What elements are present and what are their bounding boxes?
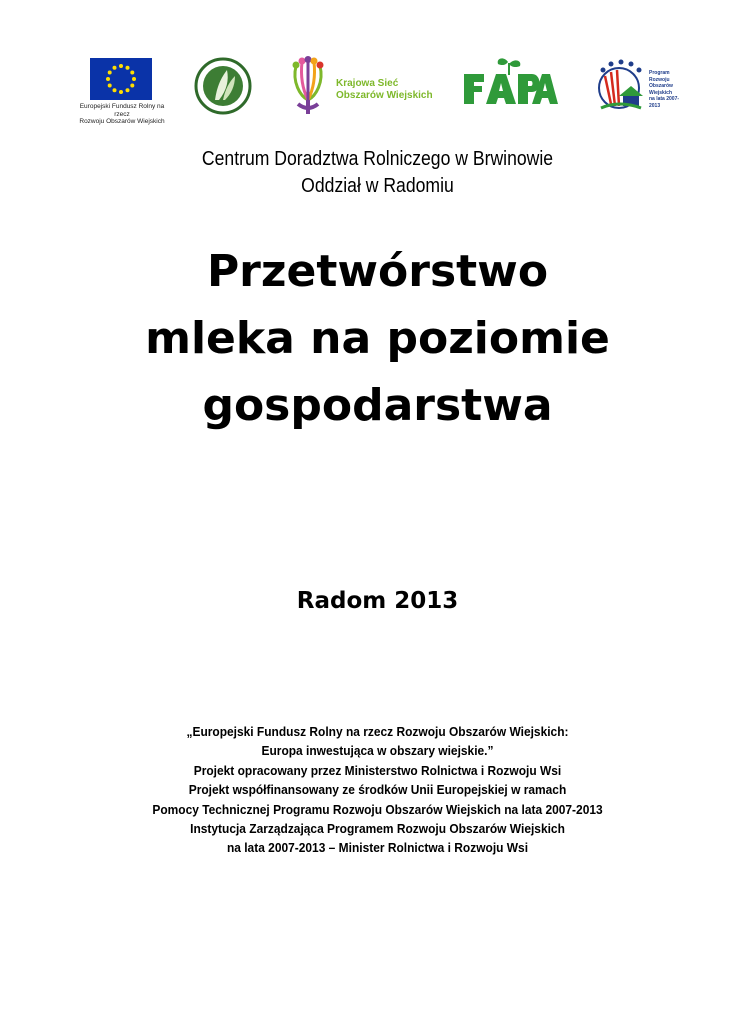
document-title: [0, 238, 755, 439]
prow-logo: [591, 56, 681, 116]
org-line-2: Oddział w Radomiu: [301, 175, 454, 197]
logo-bar: [0, 50, 755, 125]
ksow-line-1: Krajowa Sieć: [336, 78, 399, 89]
organization-name: [45, 146, 709, 200]
footer-line-6: Instytucja Zarządzająca Programem Rozwoju Obszarów Wiejskich: [190, 821, 565, 837]
fapa-logo: [462, 56, 558, 108]
footer-line-4: Projekt współfinansowany ze środków Unii Europejskiej w ramach: [188, 782, 567, 798]
prow-wordmark: [649, 70, 681, 109]
prow-line-3: Obszarów: [649, 83, 673, 89]
org-line-1: Centrum Doradztwa Rolniczego w Brwinowie: [201, 148, 554, 170]
ksow-wordmark: [336, 78, 433, 102]
ksow-line-2: Obszarów Wiejskich: [336, 90, 433, 101]
footer-line-5: Pomocy Technicznej Programu Rozwoju Obszarów Wiejskich na lata 2007-2013: [152, 801, 603, 817]
footer-line-1: „Europejski Fundusz Rolny na rzecz Rozwoju Obszarów Wiejskich:: [186, 724, 569, 739]
ksow-flower-icon: [284, 56, 332, 118]
footer-line-7: na lata 2007-2013 – Minister Rolnictwa i Rozwoju Wsi: [226, 840, 529, 856]
eu-flag-icon: [90, 58, 152, 100]
footer-line-2: Europa inwestująca w obszary wiejskie.”: [261, 743, 494, 759]
ksow-logo: [284, 56, 434, 118]
eu-caption-line-1: Europejski Fundusz Rolny na rzecz: [79, 103, 165, 118]
prow-line-1: Program: [649, 70, 670, 76]
prow-line-4: Wiejskich: [649, 89, 673, 96]
footer-line-3: Projekt opracowany przez Ministerstwo Rolnictwa i Rozwoju Wsi: [193, 762, 562, 778]
eu-fund-logo: [74, 58, 170, 126]
title-line-1: Przetwórstwo: [206, 246, 549, 297]
prow-line-2: Rozwoju: [649, 76, 670, 83]
funding-statement: [0, 722, 755, 858]
ministry-emblem-icon: [193, 56, 253, 116]
title-line-3: gospodarstwa: [202, 380, 553, 431]
prow-emblem-icon: [591, 56, 649, 116]
eu-caption: [74, 103, 170, 126]
prow-line-5: na lata 2007-2013: [649, 96, 680, 109]
eu-caption-line-2: Rozwoju Obszarów Wiejskich: [79, 118, 165, 125]
place-and-year: Radom 2013: [296, 588, 459, 614]
title-line-2: mleka na poziomie: [145, 313, 610, 364]
